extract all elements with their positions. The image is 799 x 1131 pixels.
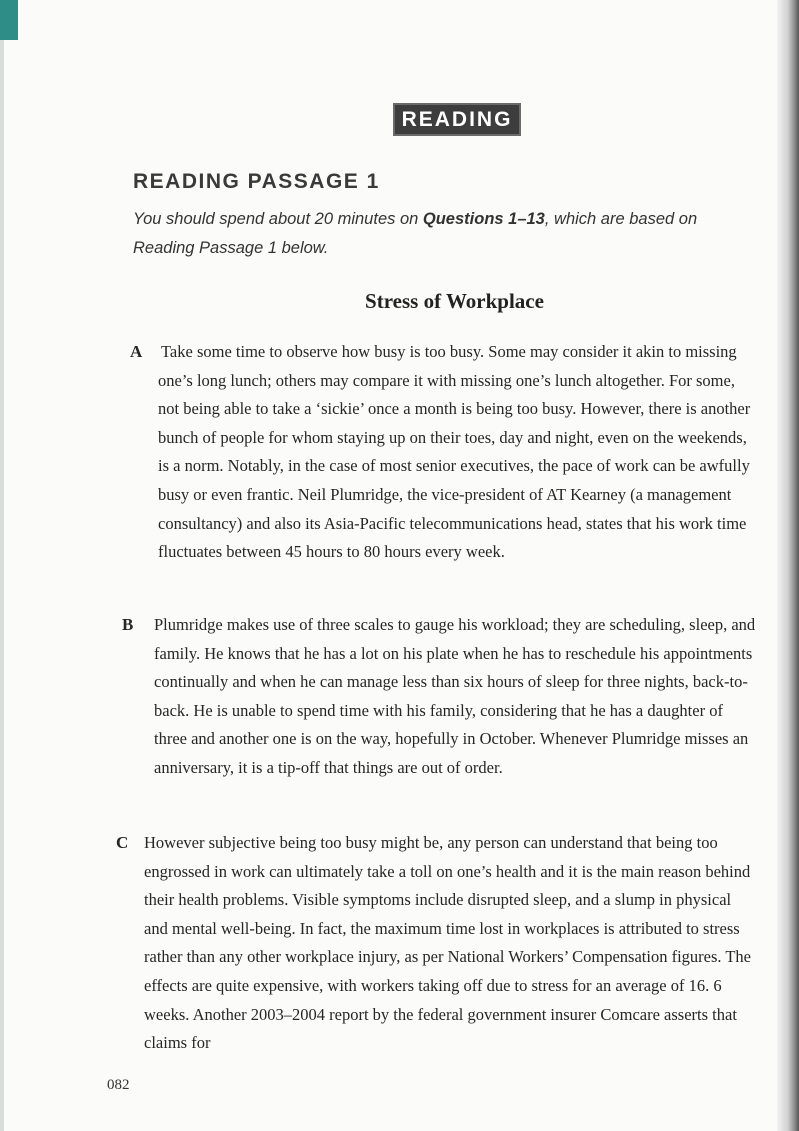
instructions <box>133 205 753 263</box>
paragraph-letter: A <box>130 342 143 361</box>
article-title: Stress of Workplace <box>365 289 544 313</box>
cover-tab-mark <box>0 0 18 40</box>
paragraph-text: Take some time to observe how busy is too busy. Some may consider it akin to missing one’s long lunch; others may compare it with missing one’s lunch altogether. For some, not being able to take a ‘sickie’ once a month is being too busy. However, there is another bunch of people for whom staying up on their toes, day and night, even on the weekends, is a norm. Notably, in the case of most senior executives, the pace of work can be awfully busy or even frantic. Neil Plumridge, the vice-president of AT Kearney (a management consultancy) and also its Asia-Pacific telecommunications head, states that his work time fluctuates between 45 hours to 80 hours every week. <box>158 342 751 562</box>
page-number: 082 <box>107 1077 130 1093</box>
paragraph-letter: C <box>116 833 129 852</box>
paragraph-text: Plumridge makes use of three scales to gauge his workload; they are scheduling, sleep, and family. He knows that he has a lot on his plate when he has to reschedule his appointments continually and when he can manage less than six hours of sleep for three nights, back-to-back. He is unable to spend time with his family, considering that he has a daughter of three and another one is on the way, hopefully in October. Whenever Plumridge misses an anniversary, it is a tip-off that things are out of order. <box>154 615 756 777</box>
book-spine-shadow <box>777 0 799 1131</box>
paragraph-text: However subjective being too busy might be, any person can understand that being too engrossed in work can ultimately take a toll on one’s health and it is the main reason behind their health problems. Visible symptoms include disrupted sleep, and a slump in physical and mental well-being. In fact, the maximum time lost in workplaces is attributed to stress rather than any other workplace injury, as per National Workers’ Compensation figures. The effects are quite expensive, with workers taking off due to stress for an average of 16. 6 weeks. Another 2003–2004 report by the federal government insurer Comcare asserts that claims for <box>144 833 751 1053</box>
passage-heading: READING PASSAGE 1 <box>133 170 380 193</box>
instructions-before: You should spend about 20 minutes on <box>133 210 423 228</box>
section-banner: READING <box>393 103 521 136</box>
page-left-edge <box>0 0 4 1131</box>
instructions-questions: Questions 1–13 <box>422 210 545 228</box>
instructions-after: , which are based on Reading Passage 1 below. <box>133 210 698 257</box>
paragraph-letter: B <box>122 615 134 634</box>
